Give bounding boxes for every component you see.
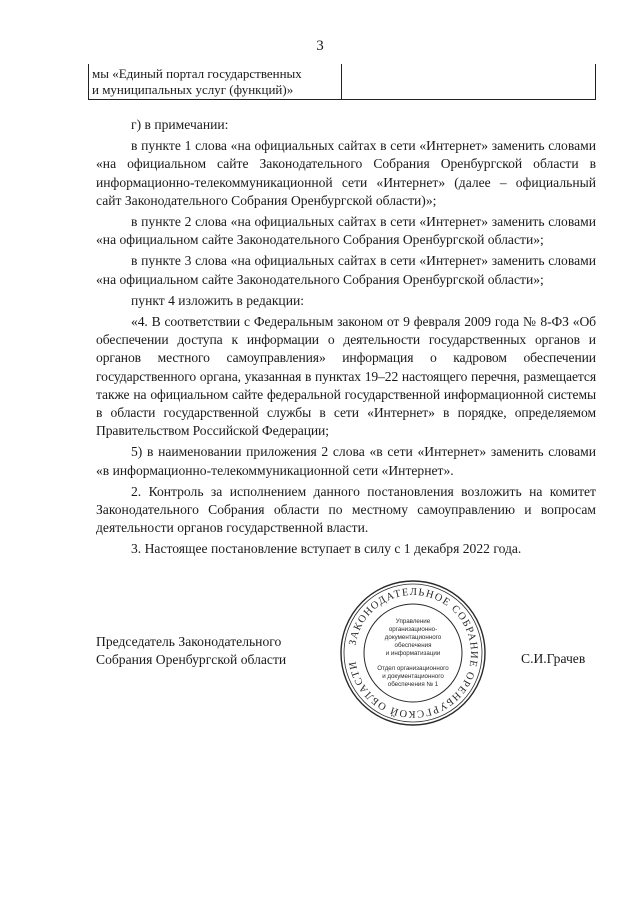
table-cell-line: и муниципальных услуг (функций)» xyxy=(92,82,294,97)
table-cell-line: мы «Единый портал государственных xyxy=(92,66,302,81)
document-body xyxy=(96,116,596,559)
signer-name: С.И.Грачев xyxy=(521,651,586,666)
table-column-divider xyxy=(341,64,342,99)
seal-outer-text: ЗАКОНОДАТЕЛЬНОЕ СОБРАНИЕ ОРЕНБУРГСКОЙ ОБЛАСТИ xyxy=(347,586,480,720)
seal-inner-text: Управление xyxy=(395,618,431,625)
seal-inner-text: организационно- xyxy=(388,626,438,633)
seal-inner-text: и документационного xyxy=(382,673,444,680)
paragraph-clause-3: 3. Настоящее постановление вступает в силу с 1 декабря 2022 года. xyxy=(131,541,522,557)
seal-inner-text: обеспечения xyxy=(394,642,432,649)
seal-inner-text: и информатизации xyxy=(385,650,441,657)
paragraph-subitem-g: г) в примечании: xyxy=(131,117,229,132)
seal-inner-text: обеспечения № 1 xyxy=(387,681,439,688)
signature-title-line: Собрания Оренбургской области xyxy=(96,652,287,667)
official-seal xyxy=(338,578,488,728)
signature-title-line: Председатель Законодательного xyxy=(96,634,282,649)
paragraph-clause-2: 2. Контроль за исполнением данного постановления возложить на комитет Законодательного Собрания области по местному самоуправлению и вопросам деятельности органов государственной власти. xyxy=(96,483,596,536)
paragraph-item-5: 5) в наименовании приложения 2 слова «в сети «Интернет» заменить словами «в информационно-телекоммуникационной сети «Интернет». xyxy=(96,444,596,478)
paragraph-point-3: в пункте 3 слова «на официальных сайтах в сети «Интернет» заменить словами «на официальном сайте Законодательного Собрания Оренбургской области»; xyxy=(96,253,596,287)
table-fragment xyxy=(88,64,596,100)
paragraph-point-4-intro: пункт 4 изложить в редакции: xyxy=(131,292,305,308)
paragraph-point-2: в пункте 2 слова «на официальных сайтах в сети «Интернет» заменить словами «на официальном сайте Законодательного Собрания Оренбургской области»; xyxy=(96,214,596,248)
seal-inner-text: документационного xyxy=(384,634,442,641)
seal-inner-text: Отдел организационного xyxy=(377,665,449,672)
signature-title xyxy=(96,633,286,669)
paragraph-point-1: в пункте 1 слова «на официальных сайтах в сети «Интернет» заменить словами «на официальном сайте Законодательного Собрания Оренбургской области в информационно-телекоммуникационной сети «Интернет» (далее – официальный сайт Законодательного Собрания Оренбургской области)»; xyxy=(96,138,596,208)
paragraph-point-4-text: «4. В соответствии с Федеральным законом от 9 февраля 2009 года № 8-ФЗ «Об обеспечении доступа к информации о деятельности государственных органов и органов местного самоуправления» информация о кадровом обеспечении государственного органа, указанная в пунктах 19–22 настоящего перечня, размещается также на официальном сайте федеральной государственной информационной системы в области государственной службы в сети «Интернет» в порядке, определяемом Правительством Российской Федерации; xyxy=(96,314,596,439)
page-number: 3 xyxy=(316,38,324,54)
